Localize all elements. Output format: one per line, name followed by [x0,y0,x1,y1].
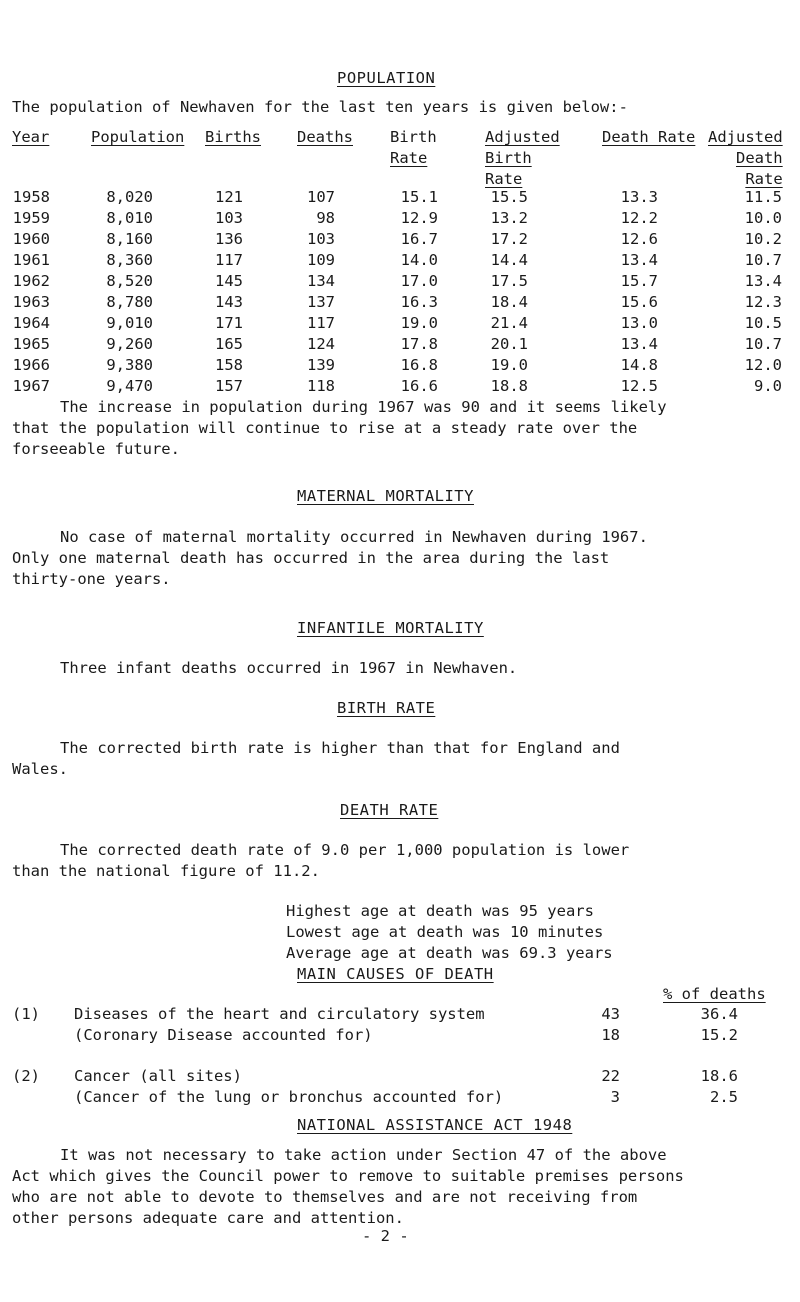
table-cell: 1966 [12,356,50,374]
table-cell: 8,160 [106,230,153,248]
table-cell: 12.5 [620,377,658,395]
infantile-mortality-text: Three infant deaths occurred in 1967 in Newhaven. [60,659,518,677]
table-row [0,229,800,250]
table-cell: 15.1 [400,188,438,206]
table-cell: 8,360 [106,251,153,269]
table-cell: 1963 [12,293,50,311]
table-cell: 103 [307,230,335,248]
table-cell: 9,380 [106,356,153,374]
main-causes-heading: MAIN CAUSES OF DEATH [297,965,494,983]
table-row [0,334,800,355]
table-cell: 117 [307,314,335,332]
table-cell: 16.7 [400,230,438,248]
table-cell: 1967 [12,377,50,395]
cause-label: (Cancer of the lung or bronchus accounted for) [74,1088,504,1106]
national-assistance-heading: NATIONAL ASSISTANCE ACT 1948 [297,1116,573,1134]
table-cell: 143 [215,293,243,311]
cause-label: Diseases of the heart and circulatory system [74,1005,485,1023]
cause-percent: 2.5 [710,1088,738,1106]
age-at-death-stats: Highest age at death was 95 years Lowest age at death was 10 minutes Average age at death was 69.3 years [286,902,613,962]
table-cell: 17.2 [490,230,528,248]
table-cell: 10.7 [744,335,782,353]
cause-count: 18 [601,1026,620,1044]
table-cell: 1964 [12,314,50,332]
table-cell: 16.3 [400,293,438,311]
table-cell: 17.0 [400,272,438,290]
header-adjusted-death-rate: Adjusted Death Rate [708,128,783,188]
table-cell: 17.5 [490,272,528,290]
table-cell: 18.4 [490,293,528,311]
table-cell: 107 [307,188,335,206]
table-cell: 165 [215,335,243,353]
death-rate-text: The corrected death rate of 9.0 per 1,000 population is lower than the national figure of 11.2. [12,841,630,880]
table-row [0,208,800,229]
table-cell: 12.0 [744,356,782,374]
table-cell: 9.0 [754,377,782,395]
table-row [0,355,800,376]
table-cell: 157 [215,377,243,395]
table-cell: 9,260 [106,335,153,353]
header-year: Year [12,128,50,146]
table-cell: 8,780 [106,293,153,311]
table-cell: 145 [215,272,243,290]
table-cell: 15.6 [620,293,658,311]
table-cell: 109 [307,251,335,269]
table-cell: 10.5 [744,314,782,332]
table-cell: 14.0 [400,251,438,269]
header-deaths: Deaths [297,128,353,146]
table-row [0,376,800,397]
header-births: Births [205,128,261,146]
cause-number: (2) [12,1067,40,1085]
table-cell: 12.6 [620,230,658,248]
table-cell: 19.0 [400,314,438,332]
cause-number: (1) [12,1005,40,1023]
table-cell: 9,010 [106,314,153,332]
table-cell: 1961 [12,251,50,269]
table-cell: 1965 [12,335,50,353]
table-cell: 137 [307,293,335,311]
table-cell: 12.9 [400,209,438,227]
header-birth-rate: Birth Rate [390,128,437,167]
table-cell: 121 [215,188,243,206]
table-row [0,313,800,334]
pct-of-deaths-header: % of deaths [663,985,766,1003]
table-cell: 134 [307,272,335,290]
table-row [0,292,800,313]
table-cell: 16.6 [400,377,438,395]
table-cell: 13.4 [620,251,658,269]
table-cell: 15.5 [490,188,528,206]
table-cell: 98 [316,209,335,227]
header-adjusted-birth-rate: Adjusted Birth Rate [485,128,560,188]
table-row [0,250,800,271]
table-cell: 12.3 [744,293,782,311]
table-cell: 17.8 [400,335,438,353]
header-death-rate: Death Rate [602,128,696,146]
table-cell: 10.7 [744,251,782,269]
table-cell: 13.4 [744,272,782,290]
intro-text: The population of Newhaven for the last ten years is given below:- [12,98,628,116]
cause-count: 22 [601,1067,620,1085]
page-title: POPULATION [337,69,436,87]
table-cell: 117 [215,251,243,269]
table-cell: 158 [215,356,243,374]
table-cell: 124 [307,335,335,353]
table-cell: 15.7 [620,272,658,290]
maternal-mortality-heading: MATERNAL MORTALITY [297,487,474,505]
table-cell: 12.2 [620,209,658,227]
table-cell: 8,010 [106,209,153,227]
cause-percent: 36.4 [700,1005,738,1023]
infantile-mortality-heading: INFANTILE MORTALITY [297,619,484,637]
birth-rate-heading: BIRTH RATE [337,699,436,717]
table-cell: 16.8 [400,356,438,374]
page-number: - 2 - [362,1227,409,1245]
table-cell: 13.0 [620,314,658,332]
table-cell: 171 [215,314,243,332]
death-rate-heading: DEATH RATE [340,801,439,819]
header-population: Population [91,128,185,146]
table-row [0,271,800,292]
population-table-body [0,187,800,397]
table-cell: 19.0 [490,356,528,374]
table-cell: 13.2 [490,209,528,227]
table-cell: 1960 [12,230,50,248]
national-assistance-text: It was not necessary to take action under Section 47 of the above Act which gives the Council power to remove to suitable premises persons who are not able to devote to themselves and are not receiving from other persons adequate care and attention. [12,1146,684,1227]
table-cell: 18.8 [490,377,528,395]
table-cell: 9,470 [106,377,153,395]
table-cell: 11.5 [744,188,782,206]
table-row [0,187,800,208]
table-cell: 10.0 [744,209,782,227]
birth-rate-text: The corrected birth rate is higher than that for England and Wales. [12,739,620,778]
table-cell: 13.4 [620,335,658,353]
table-cell: 14.4 [490,251,528,269]
table-cell: 1958 [12,188,50,206]
table-cell: 1959 [12,209,50,227]
maternal-mortality-text: No case of maternal mortality occurred in Newhaven during 1967. Only one maternal death has occurred in the area during the last thirty-one years. [12,528,648,588]
cause-percent: 18.6 [700,1067,738,1085]
cause-count: 43 [601,1005,620,1023]
cause-label: Cancer (all sites) [74,1067,242,1085]
table-cell: 8,020 [106,188,153,206]
cause-label: (Coronary Disease accounted for) [74,1026,373,1044]
table-cell: 118 [307,377,335,395]
table-cell: 136 [215,230,243,248]
cause-count: 3 [610,1088,620,1106]
table-cell: 139 [307,356,335,374]
table-cell: 8,520 [106,272,153,290]
table-cell: 10.2 [744,230,782,248]
table-cell: 13.3 [620,188,658,206]
table-cell: 20.1 [490,335,528,353]
table-cell: 21.4 [490,314,528,332]
table-cell: 14.8 [620,356,658,374]
cause-percent: 15.2 [700,1026,738,1044]
table-cell: 1962 [12,272,50,290]
table-cell: 103 [215,209,243,227]
increase-paragraph: The increase in population during 1967 was 90 and it seems likely that the population will continue to rise at a steady rate over the forseeable future. [12,398,667,458]
